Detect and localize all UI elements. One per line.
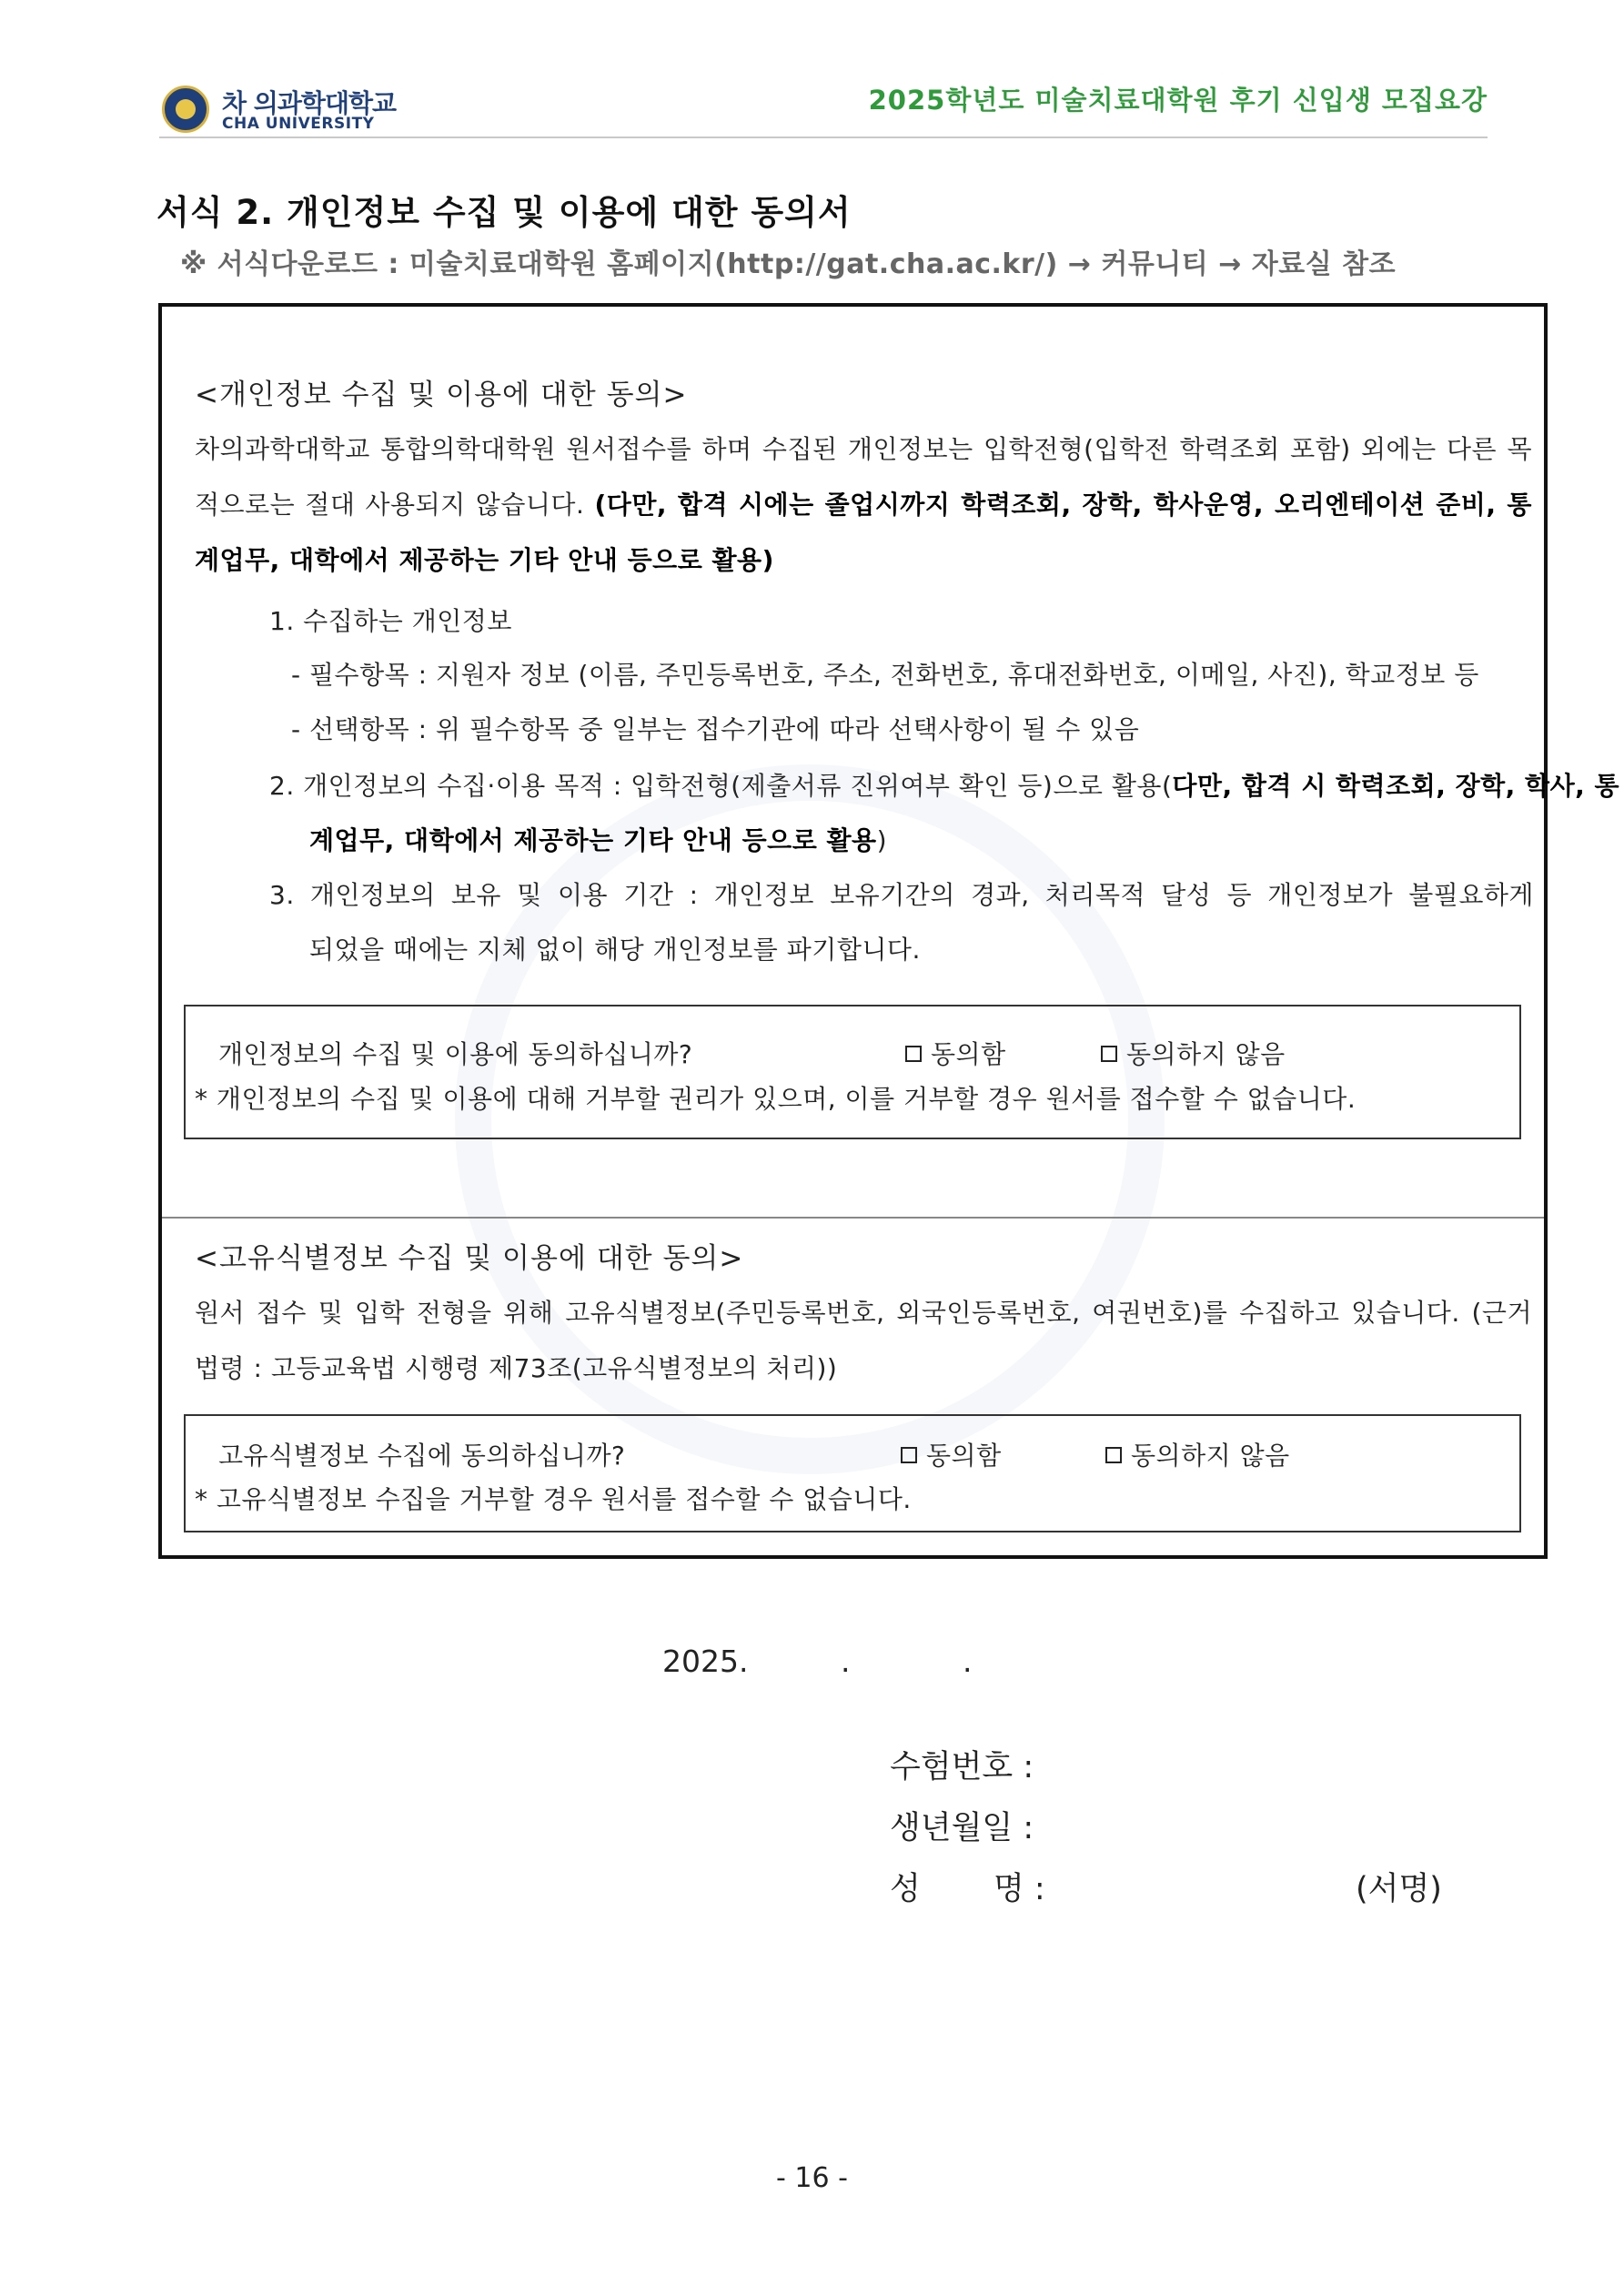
exam-number-label: 수험번호 : xyxy=(890,1749,1034,1785)
agree-option-unique-id[interactable] xyxy=(901,1436,1002,1472)
item2-end: ) xyxy=(876,825,888,855)
item1-required: - 필수항목 : 지원자 정보 (이름, 주민등록번호, 주소, 전화번호, 휴대전화번호, 이메일, 사진), 학교정보 등 xyxy=(291,660,1479,690)
section1-intro-bold: (다만, 합격 시에는 졸업시까지 학력조회, 장학, 학사운영, 오리엔테이션 준비, 통계업무, 대학에서 제공하는 기타 안내 등으로 활용) xyxy=(195,490,1532,575)
logo-english-name: CHA UNIVERSITY xyxy=(222,115,375,133)
item2-bold2: 계업무, 대학에서 제공하는 기타 안내 등으로 활용 xyxy=(309,825,877,855)
document-header-title: 2025학년도 미술치료대학원 후기 신입생 모집요강 xyxy=(868,85,1488,116)
agree-label: 동의함 xyxy=(931,1039,1006,1069)
form-download-note: ※ 서식다운로드 : 미술치료대학원 홈페이지(http://gat.cha.ac.kr/) → 커뮤니티 → 자료실 참조 xyxy=(180,248,1397,280)
page-number: - 16 - xyxy=(776,2162,848,2194)
item2-line2 xyxy=(309,821,887,857)
item1-optional: - 선택항목 : 위 필수항목 중 일부는 접수기관에 따라 선택사항이 될 수 있음 xyxy=(291,714,1140,744)
agree-option-personal-info[interactable] xyxy=(905,1035,1006,1071)
item2-line1 xyxy=(269,766,1619,803)
consent-note-personal-info: * 개인정보의 수집 및 이용에 대해 거부할 권리가 있으며, 이를 거부할 경우 원서를 접수할 수 없습니다. xyxy=(195,1084,1357,1114)
disagree-label: 동의하지 않음 xyxy=(1126,1039,1286,1069)
checkbox-agree-unique-id[interactable] xyxy=(901,1447,917,1463)
section1-intro xyxy=(195,421,1532,588)
disagree-option-personal-info[interactable] xyxy=(1101,1035,1286,1071)
item3-line2: 되었을 때에는 지체 없이 해당 개인정보를 파기합니다. xyxy=(309,935,921,965)
header-divider xyxy=(159,137,1488,138)
date-day-dot: . xyxy=(963,1644,973,1679)
university-seal-logo xyxy=(162,86,209,133)
consent-note-unique-id: * 고유식별정보 수집을 거부할 경우 원서를 접수할 수 없습니다. xyxy=(195,1484,912,1514)
name-label-first: 성 xyxy=(890,1871,921,1907)
checkbox-disagree-personal-info[interactable] xyxy=(1101,1046,1117,1062)
section-divider xyxy=(162,1217,1544,1219)
section1-intro-text: 차의과학대학교 통합의학대학원 원서접수를 하며 수집된 개인정보는 입학전형(입학전 학력조회 포함) 외에는 다른 목적으로는 절대 사용되지 않습니다. xyxy=(195,434,1532,520)
section1-heading: <개인정보 수집 및 이용에 대한 동의> xyxy=(195,379,688,411)
checkbox-disagree-unique-id[interactable] xyxy=(1105,1447,1122,1463)
section2-text: 원서 접수 및 입학 전형을 위해 고유식별정보(주민등록번호, 외국인등록번호, 여권번호)를 수집하고 있습니다. (근거 법령 : 고등교육법 시행령 제73조(고유식별정보의 처리)) xyxy=(195,1298,1532,1383)
birth-date-label: 생년월일 : xyxy=(890,1810,1034,1846)
disagree-label: 동의하지 않음 xyxy=(1131,1441,1290,1471)
agree-label: 동의함 xyxy=(926,1441,1002,1471)
signature-mark: (서명) xyxy=(1356,1871,1442,1907)
logo-korean-name: 차 의과학대학교 xyxy=(222,88,397,118)
section2-heading: <고유식별정보 수집 및 이용에 대한 동의> xyxy=(195,1242,744,1275)
form-title: 서식 2. 개인정보 수집 및 이용에 대한 동의서 xyxy=(156,193,852,232)
consent-box-personal-info xyxy=(184,1005,1521,1139)
item2-bold1: 다만, 합격 시 학력조회, 장학, 학사, 통 xyxy=(1172,771,1620,801)
item3-line1: 3. 개인정보의 보유 및 이용 기간 : 개인정보 보유기간의 경과, 처리목적 달성 등 개인정보가 불필요하게 xyxy=(269,880,1534,910)
date-year: 2025. xyxy=(662,1644,749,1679)
checkbox-agree-personal-info[interactable] xyxy=(905,1046,922,1062)
date-month-dot: . xyxy=(841,1644,851,1679)
item1-heading: 1. 수집하는 개인정보 xyxy=(269,606,512,636)
item2-text: 2. 개인정보의 수집·이용 목적 : 입학전형(제출서류 진위여부 확인 등)으로 활용( xyxy=(269,771,1173,801)
consent-question-personal-info: 개인정보의 수집 및 이용에 동의하십니까? xyxy=(218,1039,693,1069)
name-label-second: 명 : xyxy=(994,1871,1045,1907)
disagree-option-unique-id[interactable] xyxy=(1105,1436,1290,1472)
consent-question-unique-id: 고유식별정보 수집에 동의하십니까? xyxy=(218,1441,626,1471)
